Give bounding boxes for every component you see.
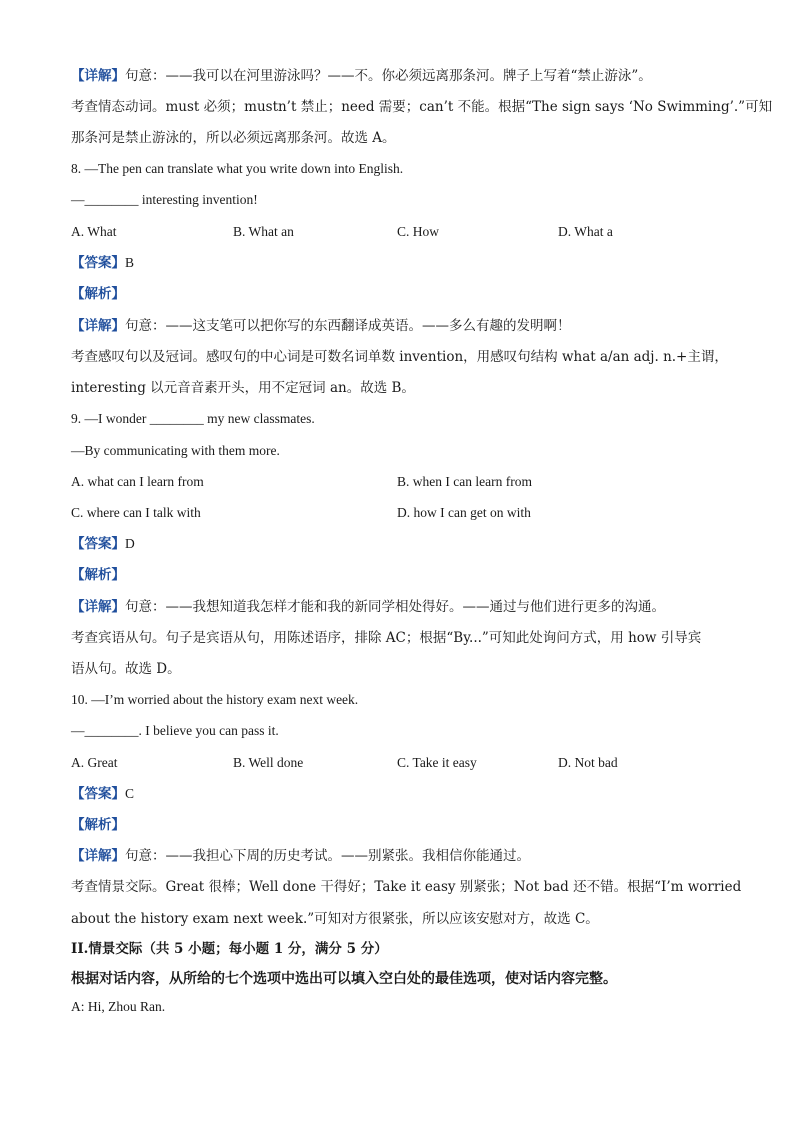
answer-tag: 【答案】: [71, 536, 125, 552]
q8-answer: [71, 254, 134, 272]
q8-question: 8. —The pen can translate what you write down into English.: [71, 161, 404, 176]
q8-reply: —________ interesting invention!: [71, 192, 258, 207]
detail-text: 句意：——我可以在河里游泳吗？——不。你必须远离那条河。牌子上写着“禁止游泳”。: [125, 68, 652, 84]
answer-tag: 【答案】: [71, 786, 125, 802]
q8-option-c: C. How: [397, 224, 440, 239]
detail-text: 句意：——这支笔可以把你写的东西翻译成英语。——多么有趣的发明啊！: [125, 318, 571, 334]
detail-tag: 【详解】: [71, 68, 125, 84]
q9-option-c: C. where can I talk with: [71, 505, 201, 520]
detail-tag: 【详解】: [71, 318, 125, 334]
q7-analysis-line-2: 那条河是禁止游泳的，所以必须远离那条河。故选 A。: [71, 130, 396, 146]
q8-analysis-line-2: interesting 以元音音素开头，用不定冠词 an。故选 B。: [71, 380, 415, 396]
q10-question: 10. —I’m worried about the history exam next week.: [71, 692, 359, 707]
q8-analysis-tag: 【解析】: [71, 286, 125, 302]
section-heading: II.情景交际（共 5 小题；每小题 1 分，满分 5 分）: [71, 941, 388, 957]
detail-tag: 【详解】: [71, 848, 125, 864]
q9-detail: [71, 598, 665, 616]
q10-option-b: B. Well done: [233, 755, 304, 770]
q8-option-b: B. What an: [233, 224, 294, 239]
answer-value: C: [125, 786, 135, 801]
q9-option-d: D. how I can get on with: [397, 505, 531, 520]
q8-option-d: D. What a: [558, 224, 613, 239]
answer-value: B: [125, 255, 135, 270]
q10-answer: [71, 785, 134, 803]
q10-option-a: A. Great: [71, 755, 118, 770]
q8-detail: [71, 317, 571, 335]
q10-reply: —________. I believe you can pass it.: [71, 723, 279, 738]
q7-analysis-line-1: 考查情态动词。must 必须；mustn’t 禁止；need 需要；can’t 不能。根据“The sign says ‘No Swimming’.”可知: [71, 99, 773, 115]
q7-detail: [71, 67, 652, 85]
q9-option-b: B. when I can learn from: [397, 474, 532, 489]
q9-analysis-tag: 【解析】: [71, 567, 125, 583]
q10-detail: [71, 847, 530, 865]
q10-option-c: C. Take it easy: [397, 755, 477, 770]
q9-option-a: A. what can I learn from: [71, 474, 204, 489]
q10-analysis-tag: 【解析】: [71, 817, 125, 833]
answer-tag: 【答案】: [71, 255, 125, 271]
detail-text: 句意：——我担心下周的历史考试。——别紧张。我相信你能通过。: [125, 848, 530, 864]
q10-analysis-line-2: about the history exam next week.”可知对方很紧张，所以应该安慰对方，故选 C。: [71, 911, 599, 927]
q9-reply: —By communicating with them more.: [71, 443, 280, 458]
q9-question: 9. —I wonder ________ my new classmates.: [71, 411, 315, 426]
q8-option-a: A. What: [71, 224, 117, 239]
detail-text: 句意：——我想知道我怎样才能和我的新同学相处得好。——通过与他们进行更多的沟通。: [125, 599, 665, 615]
dialog-line: A: Hi, Zhou Ran.: [71, 999, 166, 1014]
q10-option-d: D. Not bad: [558, 755, 618, 770]
q9-answer: [71, 535, 135, 553]
q8-analysis-line-1: 考查感叹句以及冠词。感叹句的中心词是可数名词单数 invention，用感叹句结构 what a/an adj. n.+主谓，: [71, 349, 728, 365]
answer-value: D: [125, 536, 135, 551]
q9-analysis-line-1: 考查宾语从句。句子是宾语从句，用陈述语序，排除 AC；根据“By...”可知此处询问方式，用 how 引导宾: [71, 630, 702, 646]
q10-analysis-line-1: 考查情景交际。Great 很棒；Well done 干得好；Take it easy 别紧张；Not bad 还不错。根据“I’m worried: [71, 879, 742, 895]
section-instruction: 根据对话内容，从所给的七个选项中选出可以填入空白处的最佳选项，使对话内容完整。: [71, 971, 617, 987]
q9-analysis-line-2: 语从句。故选 D。: [71, 661, 181, 677]
detail-tag: 【详解】: [71, 599, 125, 615]
